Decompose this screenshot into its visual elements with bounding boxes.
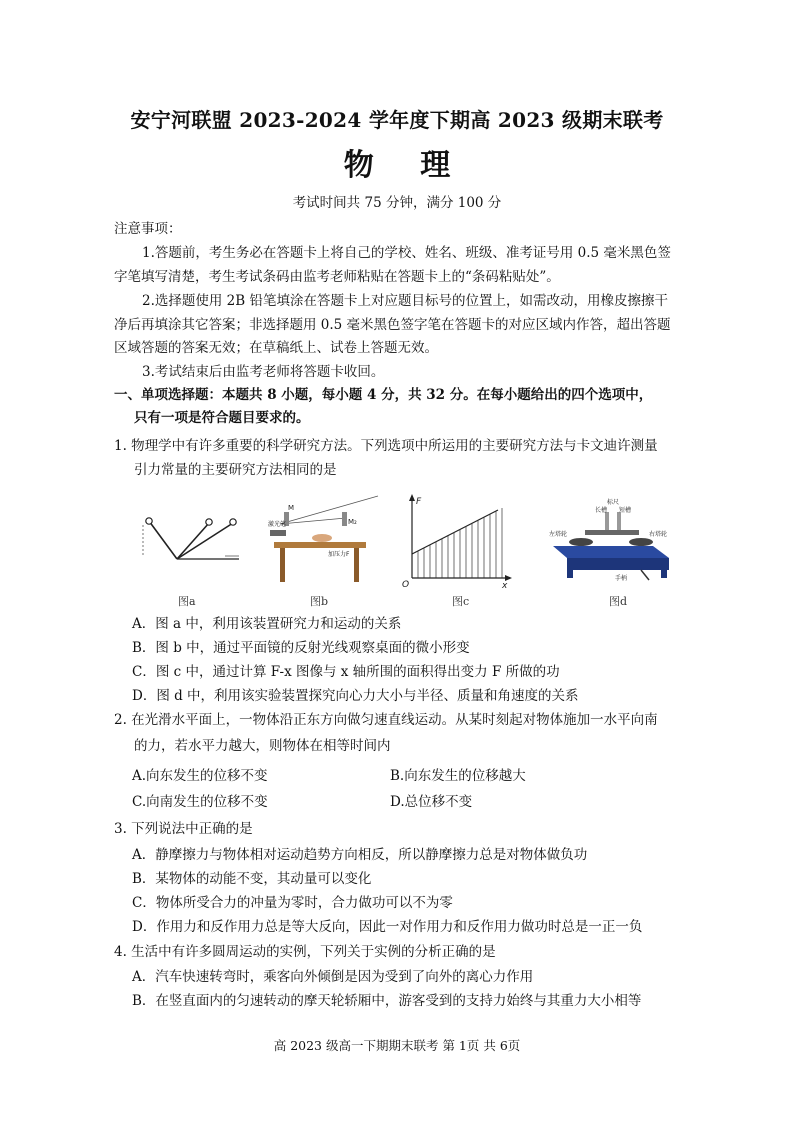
fig-d-handle xyxy=(641,570,649,580)
fig-b-label-force: 加压力F xyxy=(328,551,350,558)
fig-c-caption: 图c xyxy=(452,595,470,608)
q2-option-a: A.向东发生的位移不变 xyxy=(132,768,268,784)
fig-b-table-leg xyxy=(354,548,359,582)
fig-c-label-o: O xyxy=(402,580,410,588)
fig-b-table-leg xyxy=(280,548,285,582)
fig-a-ramp-left xyxy=(149,521,177,559)
fig-c-label-f: F xyxy=(416,497,422,507)
fig-d-scale xyxy=(605,512,609,530)
section-heading-cont: 只有一项是符合题目要求的。 xyxy=(134,410,310,426)
fig-c-curve xyxy=(412,510,498,554)
fig-d-base-front xyxy=(567,558,669,570)
fig-d-right-wheel xyxy=(629,538,653,546)
fig-d-label-long: 长槽 xyxy=(595,507,608,514)
exam-info: 考试时间共 75 分钟，满分 100 分 xyxy=(292,195,502,211)
fig-b-label-m: M xyxy=(288,504,295,512)
notes-heading: 注意事项： xyxy=(114,221,182,237)
figure-b xyxy=(266,490,386,586)
note-2: 2.选择题使用 2B 铅笔填涂在答题卡上对应题目标号的位置上，如需改动，用橡皮擦擦干 xyxy=(142,293,668,309)
q1-option-b: B．图 b 中，通过平面镜的反射光线观察桌面的微小形变 xyxy=(132,640,470,656)
q2-option-b: B.向东发生的位移越大 xyxy=(390,768,526,784)
fig-b-label-laser: 激光笔 xyxy=(268,521,287,528)
fig-d-label-right: 右塔轮 xyxy=(649,531,668,538)
fig-a-ball xyxy=(230,519,236,525)
q2-option-c: C.向南发生的位移不变 xyxy=(132,794,268,810)
fig-d-base xyxy=(553,546,669,558)
q3-option-d: D．作用力和反作用力总是等大反向，因此一对作用力和反作用力做功时总是一正一负 xyxy=(132,919,643,935)
note-2-cont: 净后再填涂其它答案；非选择题用 0.5 毫米黑色签字笔在答题卡的对应区域内作答，超出答题 xyxy=(114,317,671,333)
fig-d-label-handle: 手柄 xyxy=(615,575,628,582)
fig-c-strips xyxy=(418,508,502,578)
q1-option-c: C．图 c 中，通过计算 F-x 图像与 x 轴所围的面积得出变力 F 所做的功 xyxy=(132,664,560,680)
q1-option-a: A．图 a 中，利用该装置研究力和运动的关系 xyxy=(132,616,402,632)
section-heading: 一、单项选择题：本题共 8 小题，每小题 4 分，共 32 分。在每小题给出的四个选项中， xyxy=(114,387,653,403)
fig-d-label-left: 左塔轮 xyxy=(549,531,568,538)
fig-d-label-ruler: 标尺 xyxy=(607,499,620,506)
figure-c xyxy=(398,492,516,588)
figure-a xyxy=(133,515,245,585)
question-3-stem: 3. 下列说法中正确的是 xyxy=(114,821,253,837)
fig-b-mirror-m2 xyxy=(342,512,347,526)
q3-option-a: A．静摩擦力与物体相对运动趋势方向相反，所以静摩擦力总是对物体做负功 xyxy=(132,847,588,863)
q2-option-d: D.总位移不变 xyxy=(390,794,473,810)
fig-d-left-wheel xyxy=(569,538,593,546)
page-footer: 高 2023 级高一下期期末联考 第 1页 共 6页 xyxy=(273,1038,521,1053)
note-2-cont2: 区域答题的答案无效；在草稿纸上、试卷上答题无效。 xyxy=(114,340,438,356)
note-1-cont: 字笔填写清楚，考生考试条码由监考老师粘贴在答题卡上的“条码粘贴处”。 xyxy=(114,269,560,285)
fig-d-leg xyxy=(567,570,573,578)
question-4-stem: 4. 生活中有许多圆周运动的实例，下列关于实例的分析正确的是 xyxy=(114,944,496,960)
subject-title: 物 理 xyxy=(343,148,469,183)
fig-b-table-top xyxy=(274,542,366,548)
fig-a-ball xyxy=(146,518,152,524)
fig-d-caption: 图d xyxy=(609,595,628,608)
fig-c-label-x: x xyxy=(502,581,508,588)
note-3: 3.考试结束后由监考老师将答题卡收回。 xyxy=(142,364,385,380)
q3-option-c: C．物体所受合力的冲量为零时，合力做功可以不为零 xyxy=(132,895,453,911)
fig-a-ball xyxy=(206,519,212,525)
fig-b-hand xyxy=(312,534,332,542)
fig-b-caption: 图b xyxy=(310,595,329,608)
q4-option-b: B．在竖直面内的匀速转动的摩天轮轿厢中，游客受到的支持力始终与其重力大小相等 xyxy=(132,993,642,1009)
note-1: 1.答题前，考生务必在答题卡上将自己的学校、姓名、班级、准考证号用 0.5 毫米黑色签 xyxy=(142,245,671,261)
fig-d-leg xyxy=(661,570,667,578)
q1-option-d: D．图 d 中，利用该实验装置探究向心力大小与半径、质量和角速度的关系 xyxy=(132,688,579,704)
question-2-stem-cont: 的力，若水平力越大，则物体在相等时间内 xyxy=(134,738,391,754)
fig-d-label-short: 短槽 xyxy=(619,507,632,514)
question-2-stem: 2. 在光滑水平面上，一物体沿正东方向做匀速直线运动。从某时刻起对物体施加一水平向南 xyxy=(114,712,658,728)
figure-d xyxy=(545,496,675,586)
fig-b-laser xyxy=(270,530,286,536)
fig-a-caption: 图a xyxy=(178,595,196,608)
question-1-stem-cont: 引力常量的主要研究方法相同的是 xyxy=(134,462,337,478)
q4-option-a: A．汽车快速转弯时，乘客向外倾倒是因为受到了向外的离心力作用 xyxy=(132,969,534,985)
exam-title: 安宁河联盟 2023-2024 学年度下期高 2023 级期末联考 xyxy=(130,108,664,132)
fig-b-label-m2: M₂ xyxy=(348,518,357,526)
fig-d-slot xyxy=(585,530,639,535)
question-1-stem: 1. 物理学中有许多重要的科学研究方法。下列选项中所运用的主要研究方法与卡文迪许测量 xyxy=(114,438,658,454)
q3-option-b: B．某物体的动能不变，其动量可以变化 xyxy=(132,871,372,887)
fig-d-scale xyxy=(617,512,621,530)
